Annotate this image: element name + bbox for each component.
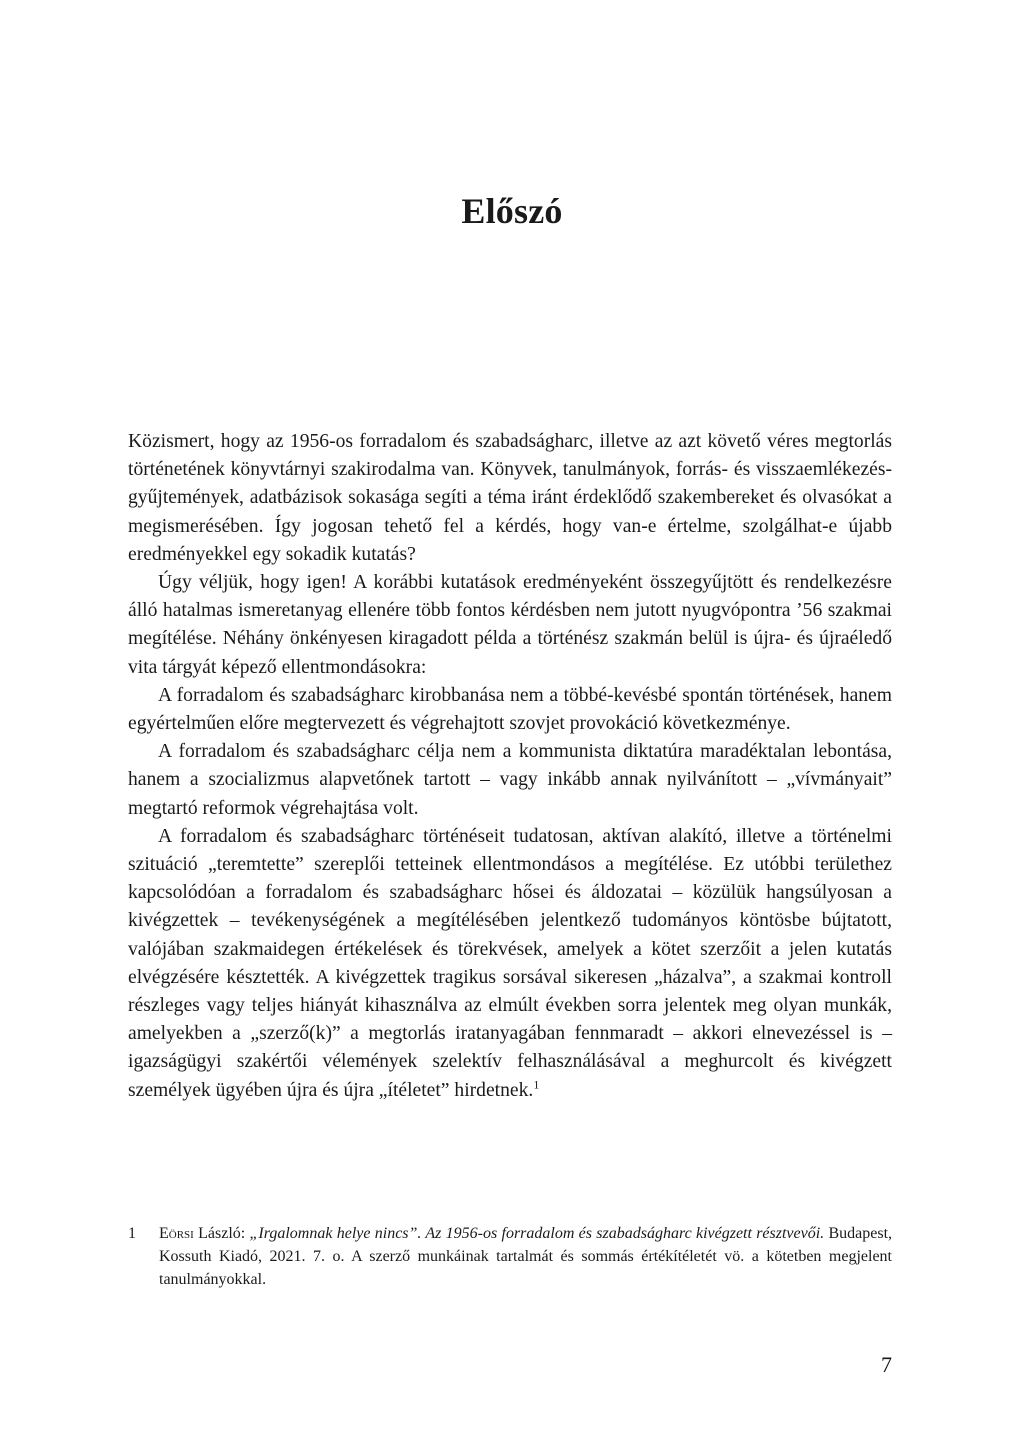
footnote-text — [159, 1222, 892, 1291]
page-number: 7 — [881, 1352, 892, 1377]
paragraph-contradiction-1: A forradalom és szabadságharc kirobbanása nem a többé-kevésbé spontán történések, hanem egyértelműen előre megtervezett és végrehajtott szovjet provokáció következménye. — [128, 684, 892, 735]
footnote-reference[interactable]: 1 — [533, 1077, 540, 1092]
paragraph-intro: Közismert, hogy az 1956-os forradalom és szabadságharc, illetve az azt követő véres megtorlás történetének könyvtárnyi szakirodalma van. Könyvek, tanulmányok, forrás- és visszaemlékezés-gyűjtemények, adatbázisok sokasága segíti a téma iránt érdeklődő szakembereket és olvasókat a megismerésében. Így jogosan tehető fel a kérdés, hogy van-e értelme, szolgálhat-e újabb eredményekkel egy sokadik kutatás? — [128, 431, 892, 565]
paragraph-contradiction-3 — [128, 823, 892, 1105]
paragraph-contradiction-2: A forradalom és szabadságharc célja nem a kommunista diktatúra maradéktalan lebontása, hanem a szocializmus alapvetőnek tartott – vagy inkább annak nyilvánított – „vívmányait” megtartó reformok végrehajtása volt. — [128, 741, 892, 819]
footnote-author: Eörsi — [159, 1225, 194, 1242]
paragraph-contradiction-3-text: A forradalom és szabadságharc történéseit tudatosan, aktívan alakító, illetve a történelmi szituáció „teremtette” szereplői tetteinek ellentmondásos a megítélése. Ez utóbbi területhez kapcsolódóan a forradalom és szabadságharc hősei és áldozatai – közülük hangsúlyosan a kivégzettek – tevékenységének a megítélésében jelentkező tudományos köntösbe bújtatott, valójában szakmaidegen értékelések és törekvések, amelyek a kötet szerzőit a jelen kutatás elvégzésére késztették. A kivégzettek tragikus sorsával sikeresen „házalva”, a szakmai kontroll részleges vagy teljes hiányát kihasználva az elmúlt években sorra jelentek meg olyan munkák, amelyekben a „szerző(k)” a megtorlás iratanyagában fennmaradt – akkori elnevezéssel is – igazságügyi szakértői vélemények szelektív felhasználásával a meghurcolt és kivégzett személyek ügyében újra és újra „ítéletet” hirdetnek. — [128, 825, 892, 1101]
footnote-book-title: „Irgalomnak helye nincs”. Az 1956-os forradalom és szabadságharc kivégzett résztvevői. — [249, 1225, 825, 1242]
paragraph-answer: Úgy véljük, hogy igen! A korábbi kutatások eredményeként összegyűjtött és rendelkezésre álló hatalmas ismeretanyag ellenére több fontos kérdésben nem jutott nyugvópontra ’56 szakmai megítélése. Néhány önkényesen kiragadott példa a történész szakmán belül is újra- és újraéledő vita tárgyát képező ellentmondásokra: — [128, 572, 892, 678]
footnote-author-rest: László: — [193, 1225, 250, 1242]
body-text — [128, 428, 892, 1105]
page-title: Előszó — [461, 191, 563, 231]
footnote — [128, 1222, 892, 1291]
footnote-rest: Budapest, Kossuth Kiadó, 2021. 7. o. A szerző munkáinak tartalmát és sommás értékítéletét vö. a kötetben megjelent tanulmányokkal. — [159, 1225, 893, 1288]
footnote-number: 1 — [128, 1225, 136, 1242]
